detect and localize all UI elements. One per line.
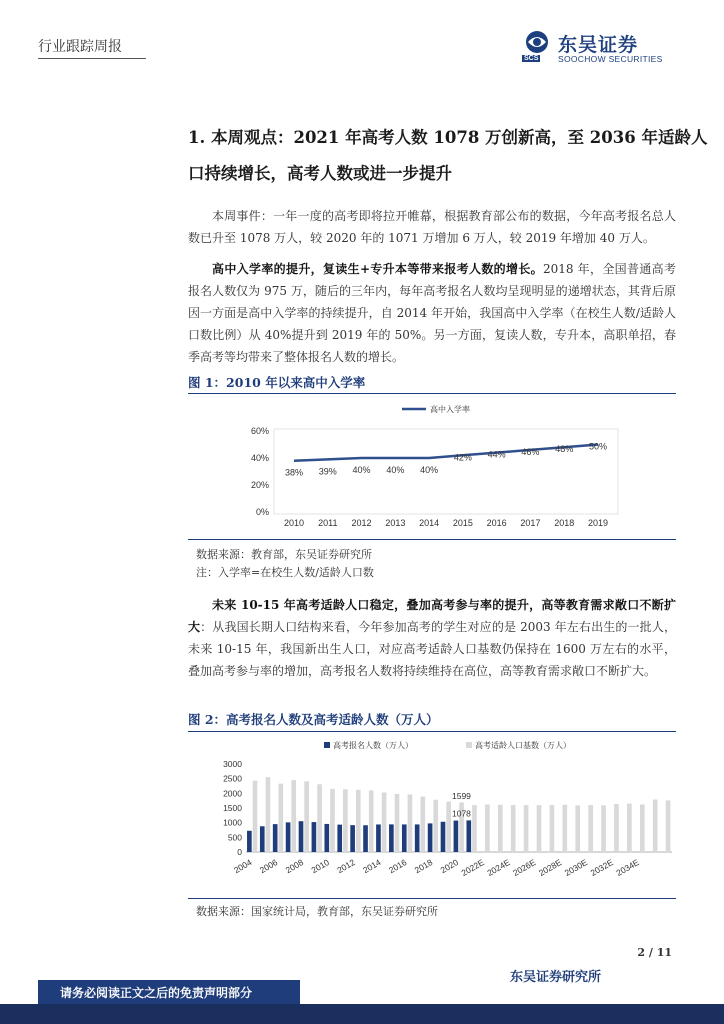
x-tick-label: 2014 [419,518,440,528]
x-tick-label: 2011 [318,518,338,528]
bar-applicants [299,821,304,852]
data-label: 40% [386,465,405,475]
x-tick-label: 2030E [562,857,590,879]
header-rule [38,58,146,59]
bar-population [304,781,309,852]
x-tick-label: 2008 [283,857,306,876]
bar-population [446,802,451,852]
figure2-source: 数据来源：国家统计局，教育部，东吴证券研究所 [196,905,438,918]
legend-label-population: 高考适龄人口基数（万人） [475,741,571,750]
y-tick-label: 20% [250,480,269,490]
figure1-line-chart [188,398,676,538]
bar-population [278,784,283,852]
y-tick-label: 3000 [223,759,242,769]
x-tick-label: 2010 [283,518,305,528]
y-tick-label: 0% [255,507,269,517]
bar-applicants [247,831,252,852]
legend-swatch-applicants [324,742,330,748]
data-label: 38% [284,467,304,478]
bar-applicants [337,825,342,852]
data-label: 50% [588,441,608,452]
paragraph-outlook [188,594,676,682]
logo-english: SOOCHOW SECURITIES [558,54,663,64]
legend-label: 高中入学率 [430,405,470,414]
x-tick-label: 2026E [511,857,538,879]
bar-applicants [466,820,471,852]
bar-population [395,794,400,852]
bar-population [640,804,645,852]
bar-applicants [363,825,368,852]
bar-applicants [260,826,265,852]
x-tick-label: 2006 [257,857,280,876]
x-tick-label: 2019 [587,518,609,528]
legend-label-applicants: 高考报名人数（万人） [333,741,413,750]
bar-population [498,805,503,852]
figure1-source: 数据来源：教育部，东吴证券研究所 [196,548,372,561]
disclaimer-banner [38,980,300,1004]
bar-population [369,790,374,852]
bar-population [317,784,322,852]
bar-population [511,805,516,852]
bar-population [601,805,606,852]
bar-population [562,805,567,852]
x-tick-label: 2020 [438,857,460,876]
company-logo [520,30,670,66]
footer-org: 东吴证券研究所 [510,970,602,985]
data-label: 42% [453,452,472,463]
data-label-applicants-2021: 1078 [451,808,471,819]
paragraph-outlook-lead: 未来 10-15 年高考适龄人口稳定，叠加高考参与率的提升，高等教育需求敞口不断扩大 [188,598,676,634]
data-label-population-2021: 1599 [451,791,471,802]
bar-applicants [350,825,355,852]
bar-population [537,805,542,852]
y-tick-label: 0 [237,847,242,857]
paragraph-outlook-body: ：从我国长期人口结构来看，今年参加高考的学生对应的是 2003 年左右出生的一批人，未来 10-15 年，我国新出生人口，对应高考适龄人口基数仍保持在 1600 万左右的水平，叠加高考参与率的增加，高考报名人数将持续维持在高位，高等教育需求敞口不断扩大。 [188,620,676,678]
legend-swatch-population [466,742,472,748]
bar-applicants [402,824,407,852]
data-label: 46% [521,446,540,457]
bar-applicants [415,824,420,852]
page-number: 2 / 11 [637,946,672,959]
bar-population [575,805,580,852]
bar-population [408,795,413,852]
y-tick-label: 1500 [223,803,242,813]
x-tick-label: 2022E [459,857,486,879]
x-tick-label: 2028E [536,857,564,879]
bar-population [550,805,555,852]
figure1-note: 注：入学率=在校生人数/适龄人口数 [196,566,374,579]
bar-population [666,800,671,852]
bar-applicants [324,824,329,852]
figure1-top-rule [188,393,676,394]
x-tick-label: 2018 [554,518,575,528]
bar-population [433,800,438,852]
bar-population [588,805,593,852]
bar-population [420,797,425,852]
x-tick-label: 2012 [351,518,372,528]
bar-applicants [286,822,291,852]
bar-applicants [454,821,459,852]
y-tick-label: 60% [250,426,269,436]
figure2-title: 图 2：高考报名人数及高考适龄人数（万人） [188,712,439,727]
bar-population [330,789,335,852]
bar-population [614,804,619,852]
bar-applicants [273,824,278,852]
figure2-bar-chart [188,734,676,894]
logo-mark-icon [520,30,554,54]
logo-abbr: SCS [524,55,539,62]
figure2-top-rule [188,731,676,732]
bottom-bar [0,1004,724,1024]
bar-population [472,805,477,852]
x-tick-label: 2012 [335,857,357,876]
x-tick-label: 2034E [614,857,641,879]
bar-population [653,799,658,852]
data-label: 48% [555,444,574,455]
y-tick-label: 40% [250,453,269,463]
x-tick-label: 2014 [361,857,383,876]
figure1-title: 图 1：2010 年以来高中入学率 [188,375,366,390]
y-tick-label: 1000 [223,817,242,828]
figure2-bottom-rule [188,898,676,899]
y-tick-label: 500 [227,832,242,843]
paragraph-enrollment [188,258,676,368]
bar-applicants [441,822,446,852]
y-tick-label: 2000 [223,788,242,799]
x-tick-label: 2017 [520,518,541,528]
section-title-line1: 1. 本周观点：2021 年高考人数 1078 万创新高，至 2036 年适龄人 [188,128,708,147]
x-tick-label: 2004 [232,857,254,876]
bar-population [382,792,387,852]
data-label: 40% [420,465,439,475]
data-label: 39% [318,466,337,477]
x-tick-label: 2016 [486,518,507,528]
bar-population [524,805,529,852]
bar-applicants [312,822,317,852]
x-tick-label: 2032E [588,857,615,879]
paragraph-enrollment-lead: 高中入学率的提升，复读生+专升本等带来报考人数的增长。 [212,262,543,276]
y-tick-label: 2500 [223,773,242,784]
x-tick-label: 2010 [309,857,331,876]
logo-name: 东吴证券 [558,34,639,56]
data-label: 40% [352,465,371,475]
bar-population [266,777,271,852]
bar-population [485,804,490,852]
data-label: 44% [487,449,506,460]
x-tick-label: 2015 [452,518,473,528]
bar-population [253,781,258,852]
series-line [294,445,598,461]
paragraph-event: 本周事件：一年一度的高考即将拉开帷幕，根据教育部公布的数据，今年高考报名总人数已升至 1078 万人，较 2020 年的 1071 万增加 6 万人，较 2019 年增加 40 万人。 [188,209,676,245]
report-type: 行业跟踪周报 [38,39,122,55]
x-tick-label: 2016 [386,857,409,876]
bar-applicants [428,823,433,852]
disclaimer-text: 请务必阅读正文之后的免责声明部分 [60,986,253,1000]
x-tick-label: 2013 [385,518,406,528]
paragraph-enrollment-body: 2018 年，全国普通高考报名人数仅为 975 万，随后的三年内，每年高考报名人数均呈现明显的递增状态，其背后原因一方面是高中入学率的持续提升，自 2014 年开始，我国高中入学率（在校生人数/适龄人口数比例）从 40%提升到 2019 年的 50%。另一方面，复读人数，专升本，高职单招，春季高考等均带来了整体报名人数的增长。 [188,262,677,364]
section-title-line2: 口持续增长，高考人数或进一步提升 [188,164,452,183]
x-tick-label: 2018 [412,857,435,876]
bar-population [627,804,632,852]
bar-population [343,789,348,852]
figure1-bottom-rule [188,539,676,540]
bar-population [356,790,361,852]
bar-applicants [389,824,394,852]
x-tick-label: 2024E [485,857,512,879]
bar-applicants [376,824,381,852]
bar-population [291,780,296,852]
